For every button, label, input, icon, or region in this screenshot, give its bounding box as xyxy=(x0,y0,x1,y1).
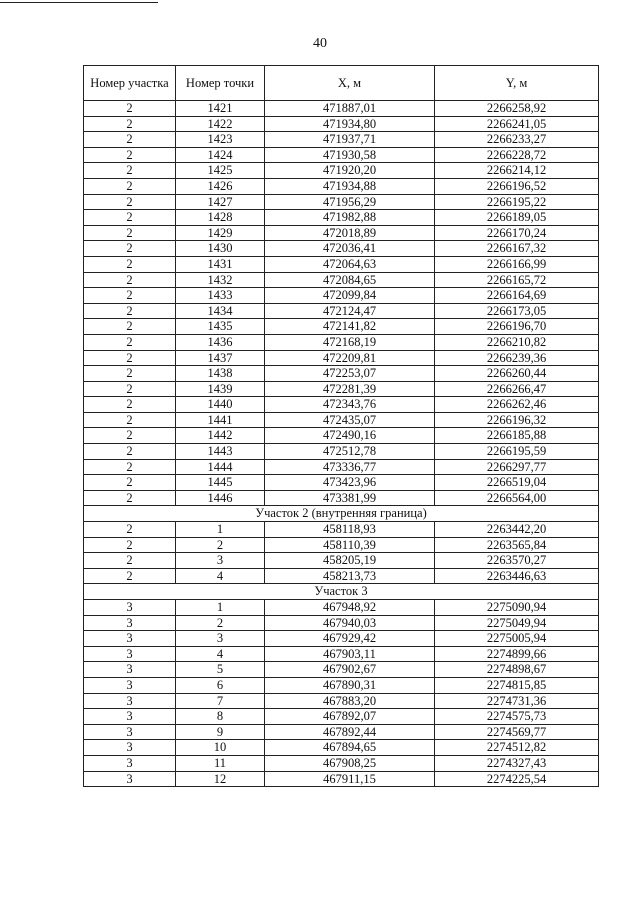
cell-point-number: 8 xyxy=(176,709,265,725)
table-header xyxy=(84,66,599,101)
cell-y: 2266170,24 xyxy=(435,225,599,241)
cell-y: 2275049,94 xyxy=(435,615,599,631)
cell-point-number: 1426 xyxy=(176,178,265,194)
cell-y: 2274225,54 xyxy=(435,771,599,787)
cell-point-number: 3 xyxy=(176,631,265,647)
cell-point-number: 1438 xyxy=(176,366,265,382)
cell-plot-number: 2 xyxy=(84,334,176,350)
cell-y: 2266260,44 xyxy=(435,366,599,382)
cell-point-number: 1446 xyxy=(176,490,265,506)
cell-point-number: 2 xyxy=(176,537,265,553)
cell-point-number: 11 xyxy=(176,755,265,771)
cell-y: 2266185,88 xyxy=(435,428,599,444)
table-row xyxy=(84,444,599,460)
cell-plot-number: 2 xyxy=(84,490,176,506)
table-row xyxy=(84,631,599,647)
cell-x: 471982,88 xyxy=(265,210,435,226)
section-title: Участок 2 (внутренняя граница) xyxy=(84,506,599,522)
table-row xyxy=(84,256,599,272)
section-title-row xyxy=(84,584,599,600)
cell-y: 2274575,73 xyxy=(435,709,599,725)
header-point-number: Номер точки xyxy=(176,66,265,101)
cell-point-number: 1425 xyxy=(176,163,265,179)
cell-plot-number: 2 xyxy=(84,241,176,257)
table-body xyxy=(84,101,599,787)
cell-point-number: 1422 xyxy=(176,116,265,132)
cell-y: 2275005,94 xyxy=(435,631,599,647)
cell-y: 2266297,77 xyxy=(435,459,599,475)
cell-plot-number: 2 xyxy=(84,475,176,491)
table-row xyxy=(84,537,599,553)
cell-point-number: 1443 xyxy=(176,444,265,460)
cell-x: 472281,39 xyxy=(265,381,435,397)
table-row xyxy=(84,646,599,662)
table-row xyxy=(84,568,599,584)
table-row xyxy=(84,755,599,771)
table-row xyxy=(84,412,599,428)
cell-point-number: 10 xyxy=(176,740,265,756)
cell-x: 472084,65 xyxy=(265,272,435,288)
cell-point-number: 1 xyxy=(176,522,265,538)
cell-y: 2266266,47 xyxy=(435,381,599,397)
cell-x: 458110,39 xyxy=(265,537,435,553)
cell-x: 472141,82 xyxy=(265,319,435,335)
table-row xyxy=(84,225,599,241)
cell-y: 2274512,82 xyxy=(435,740,599,756)
cell-y: 2263446,63 xyxy=(435,568,599,584)
table-row xyxy=(84,303,599,319)
cell-y: 2274815,85 xyxy=(435,677,599,693)
cell-point-number: 1430 xyxy=(176,241,265,257)
cell-plot-number: 3 xyxy=(84,724,176,740)
cell-y: 2266210,82 xyxy=(435,334,599,350)
cell-point-number: 4 xyxy=(176,646,265,662)
cell-plot-number: 2 xyxy=(84,319,176,335)
cell-plot-number: 3 xyxy=(84,709,176,725)
cell-x: 471920,20 xyxy=(265,163,435,179)
cell-plot-number: 3 xyxy=(84,755,176,771)
cell-y: 2266564,00 xyxy=(435,490,599,506)
header-x: X, м xyxy=(265,66,435,101)
cell-point-number: 1444 xyxy=(176,459,265,475)
table-row xyxy=(84,366,599,382)
cell-y: 2274899,66 xyxy=(435,646,599,662)
top-rule xyxy=(0,2,158,3)
header-plot-number: Номер участка xyxy=(84,66,176,101)
cell-plot-number: 2 xyxy=(84,366,176,382)
cell-plot-number: 3 xyxy=(84,631,176,647)
cell-x: 473381,99 xyxy=(265,490,435,506)
cell-x: 472124,47 xyxy=(265,303,435,319)
cell-y: 2266519,04 xyxy=(435,475,599,491)
cell-y: 2266241,05 xyxy=(435,116,599,132)
cell-x: 467911,15 xyxy=(265,771,435,787)
cell-x: 472099,84 xyxy=(265,288,435,304)
table-row xyxy=(84,194,599,210)
cell-plot-number: 3 xyxy=(84,771,176,787)
cell-point-number: 1432 xyxy=(176,272,265,288)
table-row xyxy=(84,210,599,226)
cell-x: 471934,88 xyxy=(265,178,435,194)
cell-plot-number: 3 xyxy=(84,693,176,709)
cell-x: 467908,25 xyxy=(265,755,435,771)
cell-plot-number: 2 xyxy=(84,412,176,428)
cell-x: 472490,16 xyxy=(265,428,435,444)
cell-point-number: 1431 xyxy=(176,256,265,272)
cell-point-number: 5 xyxy=(176,662,265,678)
table-row xyxy=(84,740,599,756)
table-row xyxy=(84,693,599,709)
table-row xyxy=(84,132,599,148)
cell-x: 472064,63 xyxy=(265,256,435,272)
cell-x: 472512,78 xyxy=(265,444,435,460)
cell-x: 472036,41 xyxy=(265,241,435,257)
table-row xyxy=(84,490,599,506)
cell-point-number: 1423 xyxy=(176,132,265,148)
table-row xyxy=(84,178,599,194)
cell-y: 2266164,69 xyxy=(435,288,599,304)
cell-plot-number: 2 xyxy=(84,272,176,288)
cell-plot-number: 2 xyxy=(84,178,176,194)
cell-plot-number: 2 xyxy=(84,163,176,179)
header-row xyxy=(84,66,599,101)
table-row xyxy=(84,475,599,491)
cell-x: 472343,76 xyxy=(265,397,435,413)
cell-point-number: 4 xyxy=(176,568,265,584)
cell-plot-number: 2 xyxy=(84,256,176,272)
cell-point-number: 1434 xyxy=(176,303,265,319)
cell-point-number: 1441 xyxy=(176,412,265,428)
cell-plot-number: 2 xyxy=(84,428,176,444)
cell-x: 472168,19 xyxy=(265,334,435,350)
cell-plot-number: 3 xyxy=(84,740,176,756)
cell-point-number: 7 xyxy=(176,693,265,709)
cell-x: 458205,19 xyxy=(265,553,435,569)
cell-plot-number: 2 xyxy=(84,444,176,460)
cell-plot-number: 2 xyxy=(84,553,176,569)
cell-y: 2274731,36 xyxy=(435,693,599,709)
cell-y: 2266189,05 xyxy=(435,210,599,226)
table-row xyxy=(84,116,599,132)
table-row xyxy=(84,241,599,257)
cell-plot-number: 3 xyxy=(84,662,176,678)
cell-x: 467902,67 xyxy=(265,662,435,678)
cell-plot-number: 2 xyxy=(84,194,176,210)
cell-x: 467883,20 xyxy=(265,693,435,709)
cell-y: 2266196,52 xyxy=(435,178,599,194)
cell-point-number: 6 xyxy=(176,677,265,693)
cell-plot-number: 3 xyxy=(84,600,176,616)
cell-y: 2266173,05 xyxy=(435,303,599,319)
cell-point-number: 1427 xyxy=(176,194,265,210)
cell-y: 2275090,94 xyxy=(435,600,599,616)
table-row xyxy=(84,381,599,397)
cell-plot-number: 2 xyxy=(84,116,176,132)
coordinates-table xyxy=(83,65,599,787)
cell-y: 2274898,67 xyxy=(435,662,599,678)
cell-y: 2263565,84 xyxy=(435,537,599,553)
table-row xyxy=(84,288,599,304)
cell-y: 2266166,99 xyxy=(435,256,599,272)
cell-plot-number: 3 xyxy=(84,646,176,662)
cell-x: 458118,93 xyxy=(265,522,435,538)
cell-point-number: 1439 xyxy=(176,381,265,397)
table-row xyxy=(84,428,599,444)
cell-point-number: 12 xyxy=(176,771,265,787)
cell-plot-number: 2 xyxy=(84,303,176,319)
table-row xyxy=(84,101,599,117)
table-row xyxy=(84,163,599,179)
table-row xyxy=(84,350,599,366)
cell-plot-number: 2 xyxy=(84,288,176,304)
cell-point-number: 1429 xyxy=(176,225,265,241)
cell-plot-number: 2 xyxy=(84,225,176,241)
cell-y: 2266262,46 xyxy=(435,397,599,413)
cell-point-number: 1442 xyxy=(176,428,265,444)
cell-y: 2266196,70 xyxy=(435,319,599,335)
cell-y: 2266165,72 xyxy=(435,272,599,288)
cell-y: 2266228,72 xyxy=(435,147,599,163)
cell-x: 471887,01 xyxy=(265,101,435,117)
cell-x: 467948,92 xyxy=(265,600,435,616)
cell-y: 2266195,59 xyxy=(435,444,599,460)
cell-x: 472018,89 xyxy=(265,225,435,241)
cell-x: 473336,77 xyxy=(265,459,435,475)
cell-y: 2266233,27 xyxy=(435,132,599,148)
cell-point-number: 1424 xyxy=(176,147,265,163)
table-row xyxy=(84,724,599,740)
cell-x: 471956,29 xyxy=(265,194,435,210)
cell-y: 2274327,43 xyxy=(435,755,599,771)
cell-point-number: 1435 xyxy=(176,319,265,335)
table-row xyxy=(84,662,599,678)
cell-point-number: 2 xyxy=(176,615,265,631)
cell-x: 467892,07 xyxy=(265,709,435,725)
cell-x: 467903,11 xyxy=(265,646,435,662)
cell-point-number: 1421 xyxy=(176,101,265,117)
table-row xyxy=(84,319,599,335)
cell-x: 458213,73 xyxy=(265,568,435,584)
cell-x: 471937,71 xyxy=(265,132,435,148)
cell-point-number: 9 xyxy=(176,724,265,740)
cell-x: 472253,07 xyxy=(265,366,435,382)
table-row xyxy=(84,147,599,163)
table-row xyxy=(84,459,599,475)
cell-y: 2266167,32 xyxy=(435,241,599,257)
cell-plot-number: 2 xyxy=(84,522,176,538)
table-row xyxy=(84,522,599,538)
table-row xyxy=(84,709,599,725)
cell-plot-number: 2 xyxy=(84,381,176,397)
table-row xyxy=(84,397,599,413)
cell-x: 472209,81 xyxy=(265,350,435,366)
section-title-row xyxy=(84,506,599,522)
cell-y: 2266214,12 xyxy=(435,163,599,179)
cell-plot-number: 2 xyxy=(84,350,176,366)
cell-x: 467940,03 xyxy=(265,615,435,631)
cell-x: 467892,44 xyxy=(265,724,435,740)
cell-point-number: 1440 xyxy=(176,397,265,413)
cell-plot-number: 2 xyxy=(84,397,176,413)
cell-plot-number: 3 xyxy=(84,677,176,693)
section-title: Участок 3 xyxy=(84,584,599,600)
cell-x: 471934,80 xyxy=(265,116,435,132)
cell-plot-number: 2 xyxy=(84,132,176,148)
cell-point-number: 1445 xyxy=(176,475,265,491)
table-row xyxy=(84,553,599,569)
cell-x: 472435,07 xyxy=(265,412,435,428)
table-row xyxy=(84,600,599,616)
header-y: Y, м xyxy=(435,66,599,101)
cell-point-number: 1436 xyxy=(176,334,265,350)
cell-point-number: 1 xyxy=(176,600,265,616)
cell-x: 471930,58 xyxy=(265,147,435,163)
table-row xyxy=(84,334,599,350)
cell-x: 473423,96 xyxy=(265,475,435,491)
cell-y: 2266196,32 xyxy=(435,412,599,428)
cell-point-number: 3 xyxy=(176,553,265,569)
cell-y: 2274569,77 xyxy=(435,724,599,740)
cell-x: 467894,65 xyxy=(265,740,435,756)
cell-plot-number: 2 xyxy=(84,147,176,163)
table-row xyxy=(84,272,599,288)
cell-point-number: 1433 xyxy=(176,288,265,304)
cell-point-number: 1428 xyxy=(176,210,265,226)
cell-plot-number: 2 xyxy=(84,459,176,475)
table-row xyxy=(84,615,599,631)
cell-plot-number: 3 xyxy=(84,615,176,631)
cell-y: 2266258,92 xyxy=(435,101,599,117)
cell-y: 2263570,27 xyxy=(435,553,599,569)
cell-plot-number: 2 xyxy=(84,568,176,584)
cell-y: 2266239,36 xyxy=(435,350,599,366)
cell-y: 2263442,20 xyxy=(435,522,599,538)
cell-plot-number: 2 xyxy=(84,101,176,117)
cell-plot-number: 2 xyxy=(84,537,176,553)
cell-x: 467929,42 xyxy=(265,631,435,647)
page-number: 40 xyxy=(313,36,327,51)
cell-y: 2266195,22 xyxy=(435,194,599,210)
table-row xyxy=(84,771,599,787)
cell-plot-number: 2 xyxy=(84,210,176,226)
cell-point-number: 1437 xyxy=(176,350,265,366)
table-row xyxy=(84,677,599,693)
cell-x: 467890,31 xyxy=(265,677,435,693)
